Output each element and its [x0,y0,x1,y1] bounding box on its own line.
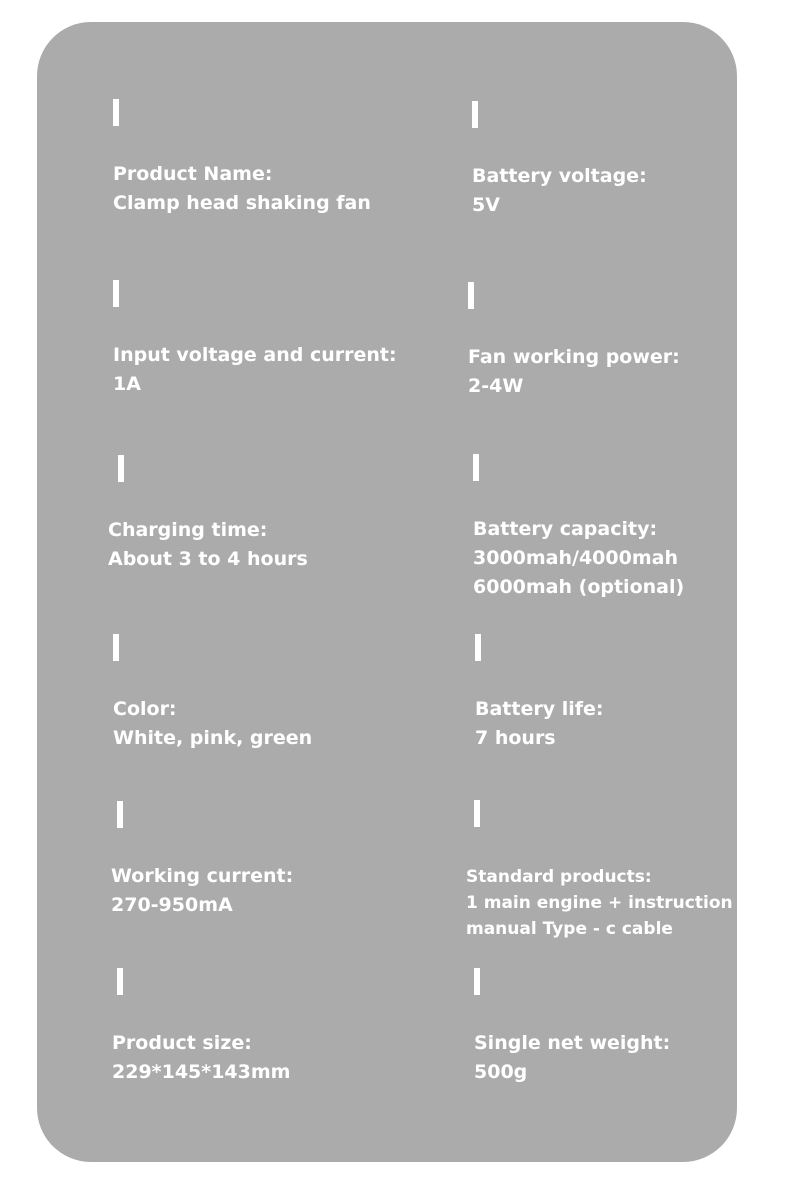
spec-product-name [113,99,371,218]
spec-label: Product size: [112,1032,252,1054]
spec-battery-life [475,634,604,753]
spec-label: Battery capacity: [473,518,658,540]
spec-value: 1 main engine + instruction manual Type - c cable [466,893,733,939]
spec-fan-power [468,282,680,401]
bar-marker-icon [468,282,474,309]
bar-marker-icon [113,99,119,126]
spec-standard-products [466,800,733,942]
spec-value: Clamp head shaking fan [113,192,371,214]
spec-net-weight [474,968,670,1087]
spec-battery-capacity [473,454,684,602]
bar-marker-icon [475,634,481,661]
spec-input-voltage [113,280,397,399]
spec-label: Single net weight: [474,1032,671,1054]
spec-value: 500g [474,1061,528,1083]
spec-label: Charging time: [108,519,268,541]
bar-marker-icon [474,800,480,827]
spec-label: Product Name: [113,163,273,185]
spec-working-current [111,801,293,920]
bar-marker-icon [473,454,479,481]
spec-value: 270-950mA [111,894,233,916]
spec-label: Battery voltage: [472,165,647,187]
spec-value: About 3 to 4 hours [108,548,308,570]
spec-label: Input voltage and current: [113,344,397,366]
spec-charging-time [108,455,308,574]
spec-value: 7 hours [475,727,556,749]
spec-label: Standard products: [466,867,652,887]
bar-marker-icon [117,968,123,995]
bar-marker-icon [474,968,480,995]
spec-value: 229*145*143mm [112,1061,291,1083]
bar-marker-icon [118,455,124,482]
spec-value: 2-4W [468,375,524,397]
spec-label: Color: [113,698,177,720]
spec-battery-voltage [472,101,647,220]
spec-color [113,634,312,753]
spec-value: 1A [113,373,141,395]
spec-value: 3000mah/4000mah 6000mah (optional) [473,547,685,598]
bar-marker-icon [113,634,119,661]
spec-label: Fan working power: [468,346,680,368]
spec-label: Battery life: [475,698,604,720]
bar-marker-icon [113,280,119,307]
spec-label: Working current: [111,865,294,887]
bar-marker-icon [117,801,123,828]
bar-marker-icon [472,101,478,128]
spec-value: 5V [472,194,500,216]
spec-product-size [112,968,290,1087]
spec-value: White, pink, green [113,727,313,749]
